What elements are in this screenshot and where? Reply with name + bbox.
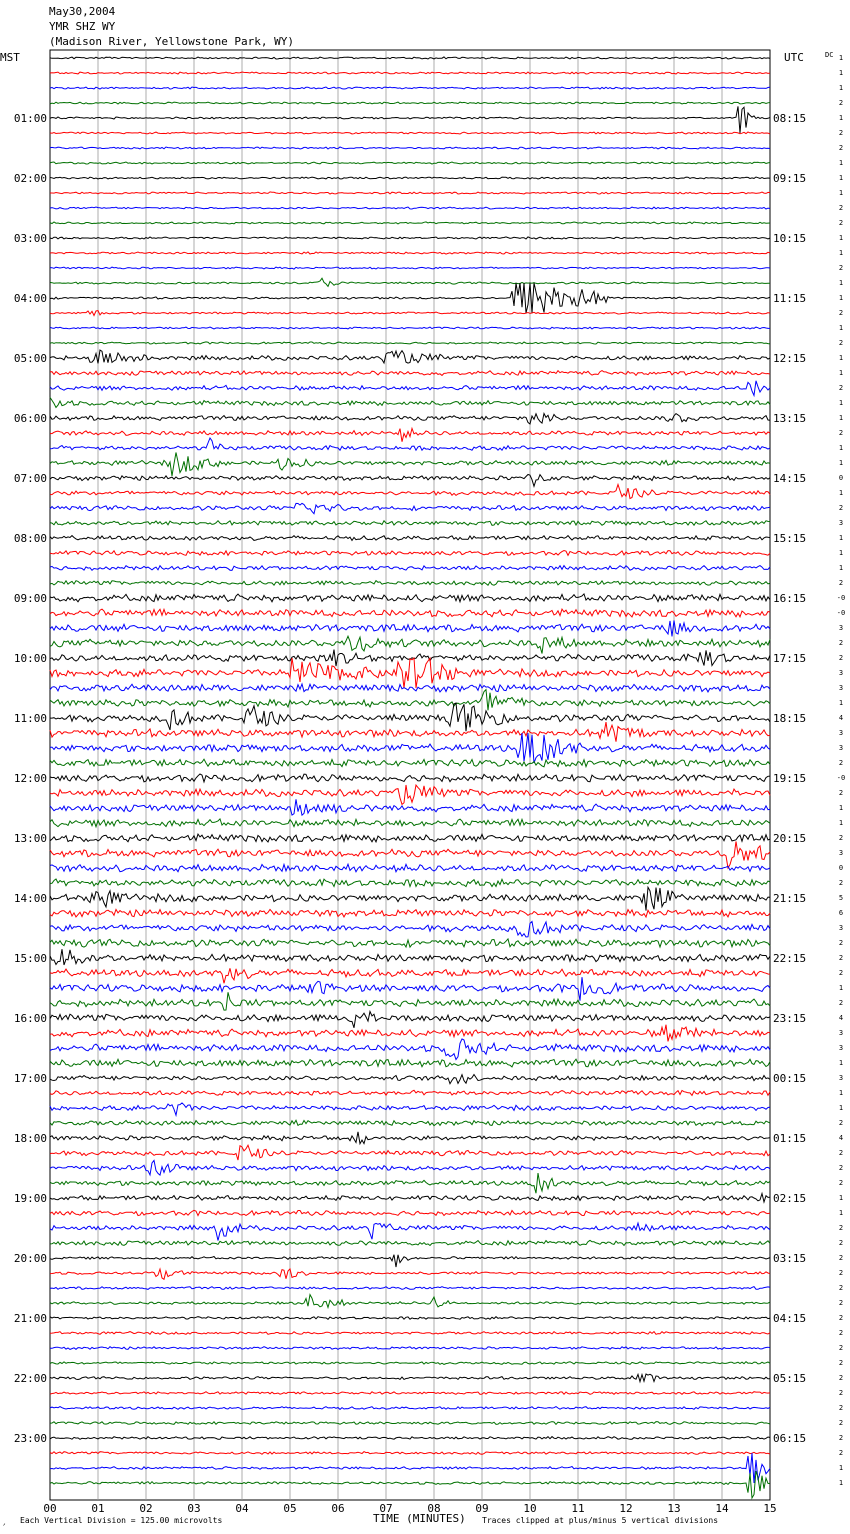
utc-hour-label: 01:15 [773,1132,807,1145]
trace-61 [50,949,770,965]
dc-offset-label-9: 1 [838,174,844,182]
trace-73 [50,1132,770,1144]
mst-hour-label: 17:00 [13,1072,47,1085]
footer-scale-note: Each Vertical Division = 125.00 microvolts [20,1516,223,1525]
dc-offset-label-29: 0 [838,474,844,482]
dc-offset-label-44: 1 [838,699,844,707]
trace-31 [50,503,770,513]
dc-offset-label-6: 2 [838,129,844,137]
trace-87 [50,1347,770,1350]
dc-offset-label-32: 3 [838,519,844,527]
trace-32 [50,521,770,526]
trace-72 [50,1120,770,1125]
trace-88 [50,1362,770,1365]
trace-38 [50,609,770,617]
dc-offset-label-31: 2 [838,504,844,512]
dc-offset-label-85: 2 [838,1314,844,1322]
trace-20 [50,342,770,344]
trace-5 [50,106,770,133]
trace-17 [50,283,770,313]
dc-offset-label-87: 2 [838,1344,844,1352]
trace-77 [50,1194,770,1203]
dc-offset-label-19: 1 [838,324,844,332]
trace-74 [50,1145,770,1160]
trace-80 [50,1240,770,1245]
utc-axis-label: UTC [784,51,804,64]
trace-29 [50,475,770,487]
dc-offset-label-3: 1 [838,84,844,92]
dc-offset-label-10: 1 [838,189,844,197]
dc-offset-label-47: 3 [838,744,844,752]
trace-7 [50,147,770,149]
mst-hour-label: 13:00 [13,832,47,845]
trace-67 [50,1039,770,1060]
trace-93 [50,1437,770,1440]
trace-78 [50,1210,770,1215]
mst-hour-label: 21:00 [13,1312,47,1325]
dc-offset-label-11: 2 [838,204,844,212]
trace-76 [50,1173,770,1193]
dc-offset-label-46: 3 [838,729,844,737]
trace-3 [50,87,770,89]
mst-hour-label: 10:00 [13,652,47,665]
trace-91 [50,1407,770,1410]
dc-offset-label-28: 1 [838,459,844,467]
dc-offset-label-63: 1 [838,984,844,992]
mst-hour-label: 07:00 [13,472,47,485]
trace-30 [50,485,770,499]
dc-offset-label-2: 1 [838,69,844,77]
trace-36 [50,581,770,586]
trace-16 [50,278,770,286]
trace-64 [50,992,770,1010]
dc-offset-label-56: 2 [838,879,844,887]
dc-offset-label-60: 2 [838,939,844,947]
mst-hour-label: 06:00 [13,412,47,425]
trace-51 [50,799,770,815]
utc-hour-label: 22:15 [773,952,807,965]
dc-offset-label-93: 2 [838,1434,844,1442]
dc-offset-label-61: 2 [838,954,844,962]
utc-hour-label: 17:15 [773,652,807,665]
dc-offset-label-22: 1 [838,369,844,377]
trace-44 [50,690,770,711]
trace-8 [50,162,770,164]
dc-offset-label-62: 2 [838,969,844,977]
dc-offset-label-53: 2 [838,834,844,842]
trace-86 [50,1332,770,1335]
utc-hour-label: 00:15 [773,1072,807,1085]
mst-hour-label: 02:00 [13,172,47,185]
dc-offset-label-51: 1 [838,804,844,812]
mst-hour-label: 14:00 [13,892,47,905]
trace-15 [50,267,770,269]
utc-hour-label: 20:15 [773,832,807,845]
dc-offset-label-90: 2 [838,1389,844,1397]
footer-corner-mark: ◞ [2,1519,7,1527]
trace-9 [50,177,770,179]
trace-81 [50,1255,770,1267]
dc-offset-label-5: 1 [838,114,844,122]
utc-hour-label: 18:15 [773,712,807,725]
dc-offset-label-7: 2 [838,144,844,152]
trace-24 [50,397,770,407]
utc-hour-label: 21:15 [773,892,807,905]
utc-hour-label: 14:15 [773,472,807,485]
dc-offset-label-82: 2 [838,1269,844,1277]
label-group [0,51,845,1527]
trace-11 [50,207,770,209]
utc-hour-label: 16:15 [773,592,807,605]
trace-95 [50,1453,770,1483]
trace-18 [50,311,770,316]
dc-offset-label-95: 1 [838,1464,844,1472]
trace-58 [50,909,770,917]
dc-offset-label-78: 1 [838,1209,844,1217]
mst-hour-label: 08:00 [13,532,47,545]
trace-60 [50,939,770,947]
dc-offset-label-58: 6 [838,909,844,917]
trace-84 [50,1295,770,1308]
dc-offset-label-50: 2 [838,789,844,797]
utc-hour-label: 15:15 [773,532,807,545]
plot-date: May30,2004 [49,5,116,18]
dc-offset-label-27: 1 [838,444,844,452]
trace-79 [50,1223,770,1240]
dc-offset-label-92: 2 [838,1419,844,1427]
x-tick-label: 14 [715,1502,729,1515]
mst-hour-label: 19:00 [13,1192,47,1205]
utc-hour-label: 11:15 [773,292,807,305]
dc-offset-label-37: -0 [836,594,846,602]
dc-offset-label-36: 2 [838,579,844,587]
trace-56 [50,879,770,887]
trace-48 [50,759,770,767]
utc-hour-label: 06:15 [773,1432,807,1445]
trace-52 [50,819,770,827]
dc-offset-label-91: 2 [838,1404,844,1412]
x-tick-label: 10 [523,1502,537,1515]
dc-offset-label-35: 1 [838,564,844,572]
trace-group [50,57,770,1498]
mst-hour-label: 22:00 [13,1372,47,1385]
dc-offset-label-34: 1 [838,549,844,557]
utc-hour-label: 12:15 [773,352,807,365]
dc-offset-label-39: 3 [838,624,844,632]
trace-2 [50,72,770,74]
dc-offset-label-80: 2 [838,1239,844,1247]
trace-66 [50,1025,770,1042]
dc-offset-label-23: 2 [838,384,844,392]
dc-offset-label-55: 0 [838,864,844,872]
trace-37 [50,594,770,602]
mst-hour-label: 23:00 [13,1432,47,1445]
trace-94 [50,1452,770,1455]
utc-hour-label: 08:15 [773,112,807,125]
x-tick-label: 02 [139,1502,153,1515]
trace-33 [50,536,770,541]
utc-hour-label: 10:15 [773,232,807,245]
mst-hour-label: 20:00 [13,1252,47,1265]
dc-offset-label-42: 3 [838,669,844,677]
dc-offset-label-45: 4 [838,714,844,722]
dc-offset-label-43: 3 [838,684,844,692]
trace-70 [50,1090,770,1095]
dc-offset-label-75: 2 [838,1164,844,1172]
dc-offset-label-66: 3 [838,1029,844,1037]
dc-offset-label-57: 5 [838,894,844,902]
trace-89 [50,1374,770,1382]
utc-hour-label: 13:15 [773,412,807,425]
dc-offset-label-76: 2 [838,1179,844,1187]
mst-hour-label: 11:00 [13,712,47,725]
dc-column-label: DC [825,51,834,59]
x-tick-label: 03 [187,1502,201,1515]
utc-hour-label: 03:15 [773,1252,807,1265]
trace-22 [50,371,770,376]
dc-offset-label-49: -0 [836,774,846,782]
dc-offset-label-74: 2 [838,1149,844,1157]
plot-station: YMR SHZ WY [49,20,116,33]
dc-offset-label-94: 2 [838,1449,844,1457]
utc-hour-label: 19:15 [773,772,807,785]
dc-offset-label-4: 2 [838,99,844,107]
mst-hour-label: 04:00 [13,292,47,305]
dc-offset-label-17: 1 [838,294,844,302]
trace-25 [50,414,770,425]
utc-hour-label: 23:15 [773,1012,807,1025]
mst-hour-label: 03:00 [13,232,47,245]
dc-offset-label-41: 2 [838,654,844,662]
x-tick-label: 09 [475,1502,489,1515]
x-tick-label: 08 [427,1502,441,1515]
trace-71 [50,1103,770,1115]
dc-offset-label-72: 2 [838,1119,844,1127]
x-tick-label: 01 [91,1502,105,1515]
dc-offset-label-33: 1 [838,534,844,542]
dc-offset-label-13: 1 [838,234,844,242]
dc-offset-label-73: 4 [838,1134,844,1142]
dc-offset-label-15: 2 [838,264,844,272]
dc-offset-label-1: 1 [838,54,844,62]
utc-hour-label: 04:15 [773,1312,807,1325]
utc-hour-label: 05:15 [773,1372,807,1385]
mst-hour-label: 09:00 [13,592,47,605]
trace-65 [50,1012,770,1028]
dc-offset-label-8: 1 [838,159,844,167]
trace-62 [50,968,770,983]
trace-1 [50,57,770,59]
dc-offset-label-88: 2 [838,1359,844,1367]
trace-14 [50,252,770,254]
x-tick-label: 13 [667,1502,681,1515]
trace-69 [50,1075,770,1084]
trace-59 [50,922,770,938]
dc-offset-label-83: 2 [838,1284,844,1292]
dc-offset-label-86: 2 [838,1329,844,1337]
trace-28 [50,453,770,476]
dc-offset-label-89: 2 [838,1374,844,1382]
trace-39 [50,620,770,636]
x-tick-label: 12 [619,1502,633,1515]
trace-82 [50,1269,770,1279]
dc-offset-label-65: 4 [838,1014,844,1022]
dc-offset-label-12: 2 [838,219,844,227]
mst-hour-label: 18:00 [13,1132,47,1145]
trace-63 [50,977,770,1001]
trace-68 [50,1059,770,1067]
x-tick-label: 05 [283,1502,297,1515]
trace-35 [50,566,770,571]
mst-axis-label: MST [0,51,20,64]
trace-53 [50,834,770,842]
x-tick-label: 07 [379,1502,393,1515]
trace-49 [50,774,770,782]
dc-offset-label-40: 2 [838,639,844,647]
x-axis-title: TIME (MINUTES) [373,1512,466,1525]
trace-85 [50,1317,770,1320]
mst-hour-label: 05:00 [13,352,47,365]
trace-42 [50,658,770,688]
trace-54 [50,841,770,868]
dc-offset-label-26: 2 [838,429,844,437]
trace-19 [50,327,770,329]
trace-45 [50,703,770,731]
trace-27 [50,438,770,450]
trace-90 [50,1392,770,1395]
dc-offset-label-24: 1 [838,399,844,407]
trace-55 [50,864,770,872]
dc-offset-label-68: 1 [838,1059,844,1067]
trace-23 [50,381,770,396]
trace-46 [50,722,770,742]
dc-offset-label-70: 1 [838,1089,844,1097]
trace-43 [50,684,770,692]
dc-offset-label-71: 1 [838,1104,844,1112]
x-tick-label: 11 [571,1502,585,1515]
mst-hour-label: 16:00 [13,1012,47,1025]
dc-offset-label-96: 1 [838,1479,844,1487]
dc-offset-label-84: 2 [838,1299,844,1307]
trace-26 [50,428,770,441]
trace-75 [50,1160,770,1175]
trace-4 [50,102,770,104]
x-tick-label: 15 [763,1502,777,1515]
dc-offset-label-64: 2 [838,999,844,1007]
mst-hour-label: 15:00 [13,952,47,965]
utc-hour-label: 02:15 [773,1192,807,1205]
dc-offset-label-25: 1 [838,414,844,422]
trace-83 [50,1287,770,1290]
footer-clip-note: Traces clipped at plus/minus 5 vertical divisions [482,1516,719,1525]
trace-34 [50,551,770,556]
dc-offset-label-16: 1 [838,279,844,287]
mst-hour-label: 12:00 [13,772,47,785]
trace-10 [50,192,770,194]
trace-12 [50,222,770,224]
trace-21 [50,350,770,363]
utc-hour-label: 09:15 [773,172,807,185]
dc-offset-label-30: 1 [838,489,844,497]
dc-offset-label-54: 3 [838,849,844,857]
plot-location: (Madison River, Yellowstone Park, WY) [49,35,295,48]
dc-offset-label-77: 1 [838,1194,844,1202]
trace-47 [50,733,770,763]
dc-offset-label-38: -0 [836,609,846,617]
x-tick-label: 06 [331,1502,345,1515]
dc-offset-label-67: 3 [838,1044,844,1052]
dc-offset-label-18: 2 [838,309,844,317]
dc-offset-label-81: 2 [838,1254,844,1262]
dc-offset-label-69: 3 [838,1074,844,1082]
trace-57 [50,887,770,910]
trace-40 [50,636,770,653]
x-tick-label: 04 [235,1502,249,1515]
dc-offset-label-20: 2 [838,339,844,347]
dc-offset-label-48: 2 [838,759,844,767]
dc-offset-label-21: 1 [838,354,844,362]
dc-offset-label-59: 3 [838,924,844,932]
mst-hour-label: 01:00 [13,112,47,125]
trace-6 [50,132,770,134]
dc-offset-label-79: 2 [838,1224,844,1232]
trace-92 [50,1422,770,1425]
trace-50 [50,785,770,804]
trace-13 [50,237,770,239]
trace-96 [50,1471,770,1498]
dc-offset-label-14: 1 [838,249,844,257]
dc-offset-label-52: 1 [838,819,844,827]
x-tick-label: 00 [43,1502,57,1515]
